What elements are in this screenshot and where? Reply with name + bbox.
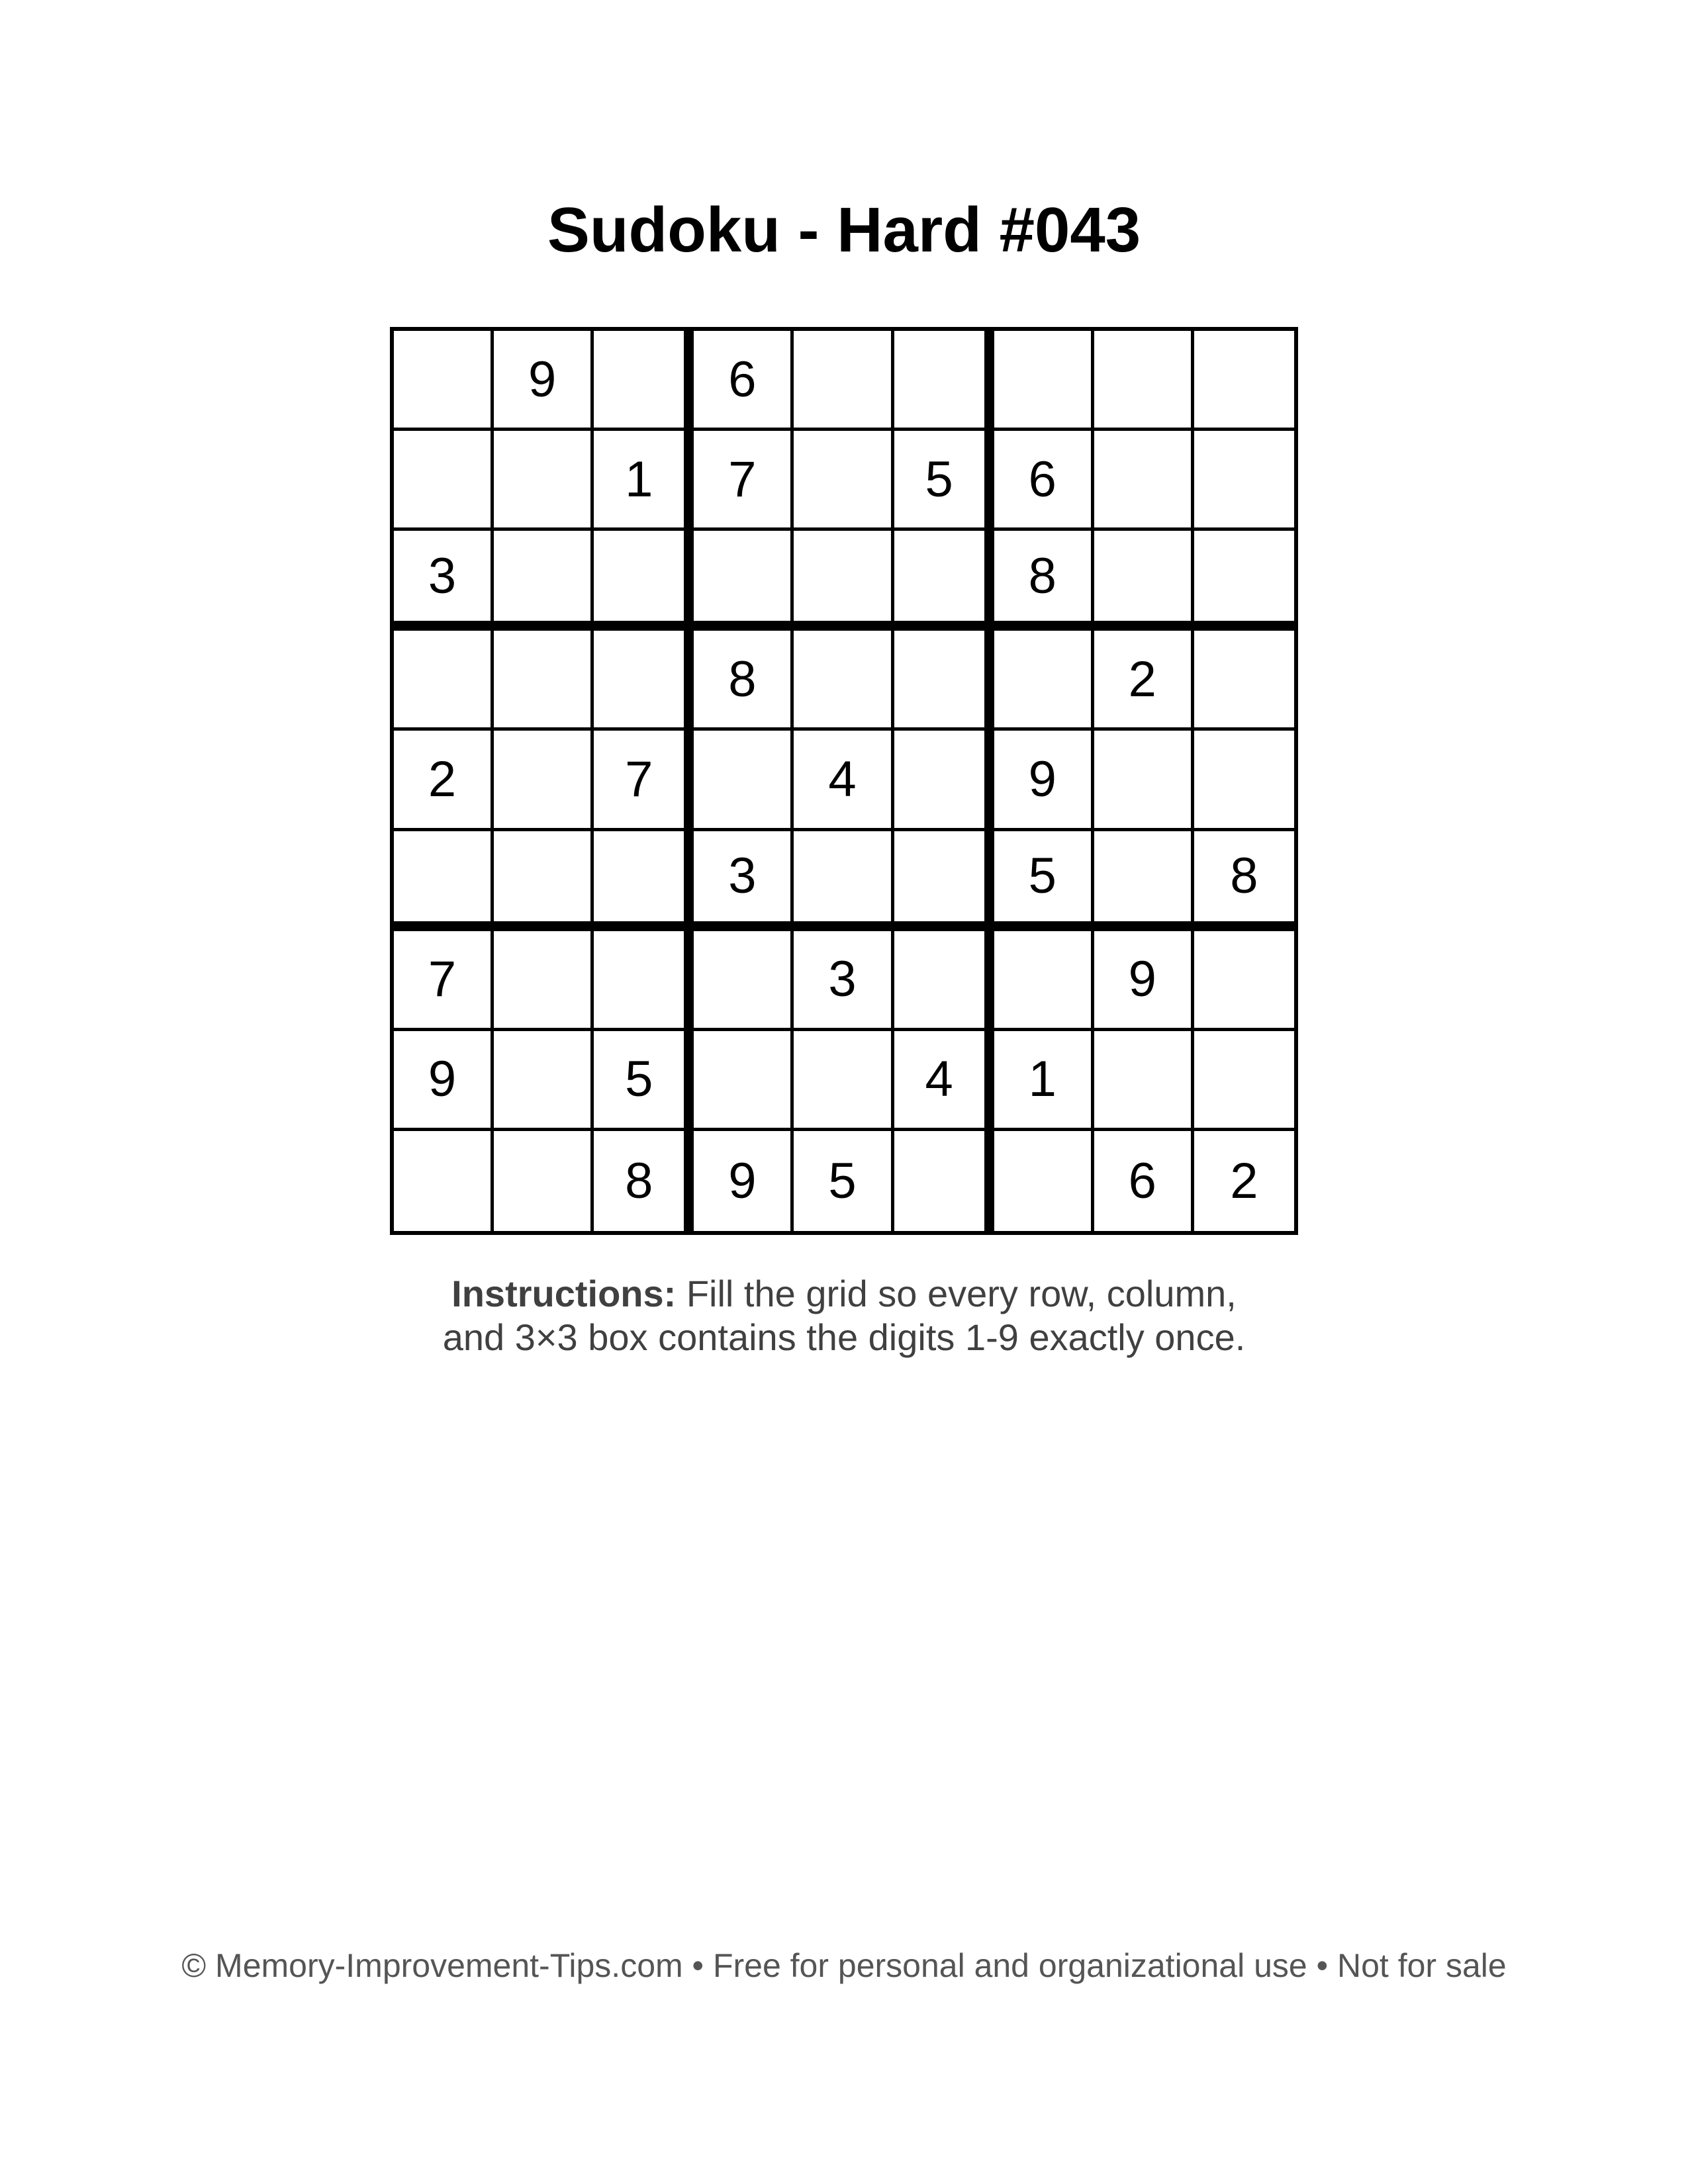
sudoku-cell-r4-c3[interactable] xyxy=(594,631,694,731)
sudoku-cell-r5-c8[interactable] xyxy=(1094,731,1194,831)
sudoku-cell-r3-c8[interactable] xyxy=(1094,531,1194,631)
sudoku-cell-r4-c1[interactable] xyxy=(394,631,494,731)
sudoku-cell-r6-c1[interactable] xyxy=(394,831,494,931)
sudoku-cell-r7-c7[interactable] xyxy=(994,931,1094,1031)
sudoku-cell-r2-c7: 6 xyxy=(994,431,1094,531)
sudoku-cell-r7-c6[interactable] xyxy=(894,931,994,1031)
sudoku-cell-r1-c4: 6 xyxy=(694,331,794,431)
sudoku-cell-r5-c7: 9 xyxy=(994,731,1094,831)
sudoku-cell-r9-c2[interactable] xyxy=(494,1131,594,1231)
sudoku-cell-r3-c3[interactable] xyxy=(594,531,694,631)
sudoku-cell-r4-c6[interactable] xyxy=(894,631,994,731)
sudoku-cell-r4-c5[interactable] xyxy=(794,631,894,731)
sudoku-cell-r4-c9[interactable] xyxy=(1194,631,1294,731)
sudoku-cell-r1-c6[interactable] xyxy=(894,331,994,431)
sudoku-cell-r8-c7: 1 xyxy=(994,1031,1094,1131)
sudoku-cell-r5-c5: 4 xyxy=(794,731,894,831)
sudoku-cell-r8-c5[interactable] xyxy=(794,1031,894,1131)
sudoku-cell-r7-c5: 3 xyxy=(794,931,894,1031)
sudoku-cell-r5-c3: 7 xyxy=(594,731,694,831)
sudoku-cell-r9-c4: 9 xyxy=(694,1131,794,1231)
sudoku-cell-r5-c1: 2 xyxy=(394,731,494,831)
instructions-label: Instructions: xyxy=(451,1273,677,1314)
sudoku-cell-r8-c1: 9 xyxy=(394,1031,494,1131)
sudoku-cell-r9-c7[interactable] xyxy=(994,1131,1094,1231)
sudoku-cell-r1-c3[interactable] xyxy=(594,331,694,431)
sudoku-cell-r3-c4[interactable] xyxy=(694,531,794,631)
sudoku-cell-r7-c2[interactable] xyxy=(494,931,594,1031)
sudoku-cell-r7-c1: 7 xyxy=(394,931,494,1031)
sudoku-cell-r6-c2[interactable] xyxy=(494,831,594,931)
sudoku-cell-r1-c2: 9 xyxy=(494,331,594,431)
sudoku-grid xyxy=(390,327,1298,1235)
sudoku-cell-r6-c4: 3 xyxy=(694,831,794,931)
sudoku-cell-r3-c6[interactable] xyxy=(894,531,994,631)
sudoku-cell-r7-c9[interactable] xyxy=(1194,931,1294,1031)
sudoku-cell-r6-c9: 8 xyxy=(1194,831,1294,931)
sudoku-cell-r1-c7[interactable] xyxy=(994,331,1094,431)
sudoku-cell-r8-c8[interactable] xyxy=(1094,1031,1194,1131)
instructions-line-1 xyxy=(0,1272,1688,1316)
footer-text: © Memory-Improvement-Tips.com • Free for personal and organizational use • Not for sale xyxy=(181,1947,1507,1984)
sudoku-cell-r9-c8: 6 xyxy=(1094,1131,1194,1231)
sudoku-cell-r8-c3: 5 xyxy=(594,1031,694,1131)
sudoku-cell-r4-c4: 8 xyxy=(694,631,794,731)
sudoku-cell-r3-c5[interactable] xyxy=(794,531,894,631)
sudoku-cell-r5-c9[interactable] xyxy=(1194,731,1294,831)
instructions-text-1: Fill the grid so every row, column, xyxy=(686,1273,1237,1314)
sudoku-cell-r6-c6[interactable] xyxy=(894,831,994,931)
sudoku-cell-r6-c7: 5 xyxy=(994,831,1094,931)
instructions xyxy=(0,1272,1688,1359)
sudoku-cell-r1-c9[interactable] xyxy=(1194,331,1294,431)
sudoku-cell-r9-c6[interactable] xyxy=(894,1131,994,1231)
sudoku-cell-r5-c4[interactable] xyxy=(694,731,794,831)
sudoku-cell-r2-c6: 5 xyxy=(894,431,994,531)
sudoku-cell-r5-c6[interactable] xyxy=(894,731,994,831)
sudoku-cell-r9-c3: 8 xyxy=(594,1131,694,1231)
sudoku-cell-r6-c5[interactable] xyxy=(794,831,894,931)
sudoku-cell-r2-c2[interactable] xyxy=(494,431,594,531)
sudoku-cell-r9-c1[interactable] xyxy=(394,1131,494,1231)
sudoku-cell-r3-c7: 8 xyxy=(994,531,1094,631)
sudoku-cell-r4-c7[interactable] xyxy=(994,631,1094,731)
sudoku-cell-r9-c9: 2 xyxy=(1230,1152,1258,1209)
sudoku-cell-r4-c8: 2 xyxy=(1094,631,1194,731)
sudoku-cell-r6-c3[interactable] xyxy=(594,831,694,931)
instructions-text-2: and 3×3 box contains the digits 1-9 exactly once. xyxy=(442,1316,1246,1358)
sudoku-cell-r9-c5: 5 xyxy=(794,1131,894,1231)
sudoku-cell-r8-c4[interactable] xyxy=(694,1031,794,1131)
sudoku-cell-r8-c9[interactable] xyxy=(1194,1031,1294,1131)
sudoku-cell-r2-c9[interactable] xyxy=(1194,431,1294,531)
sudoku-cell-r1-c8[interactable] xyxy=(1094,331,1194,431)
sudoku-cell-r1-c1[interactable] xyxy=(394,331,494,431)
sudoku-cell-r2-c8[interactable] xyxy=(1094,431,1194,531)
sudoku-cell-r7-c8: 9 xyxy=(1094,931,1194,1031)
sudoku-cell-r2-c4: 7 xyxy=(694,431,794,531)
sudoku-cell-r8-c6: 4 xyxy=(894,1031,994,1131)
sudoku-cell-r3-c9[interactable] xyxy=(1194,531,1294,631)
sudoku-cell-r2-c1[interactable] xyxy=(394,431,494,531)
sudoku-cell-r5-c2[interactable] xyxy=(494,731,594,831)
sudoku-cell-r3-c2[interactable] xyxy=(494,531,594,631)
sudoku-cell-r4-c2[interactable] xyxy=(494,631,594,731)
sudoku-cell-r7-c3[interactable] xyxy=(594,931,694,1031)
sudoku-cell-r3-c1: 3 xyxy=(394,531,494,631)
sudoku-cell-r1-c5[interactable] xyxy=(794,331,894,431)
sudoku-cell-r8-c2[interactable] xyxy=(494,1031,594,1131)
page-title: Sudoku - Hard #043 xyxy=(547,195,1141,265)
sudoku-cell-r2-c3: 1 xyxy=(594,431,694,531)
sudoku-cell-r7-c4[interactable] xyxy=(694,931,794,1031)
sudoku-cell-r2-c5[interactable] xyxy=(794,431,894,531)
sudoku-cell-r6-c8[interactable] xyxy=(1094,831,1194,931)
